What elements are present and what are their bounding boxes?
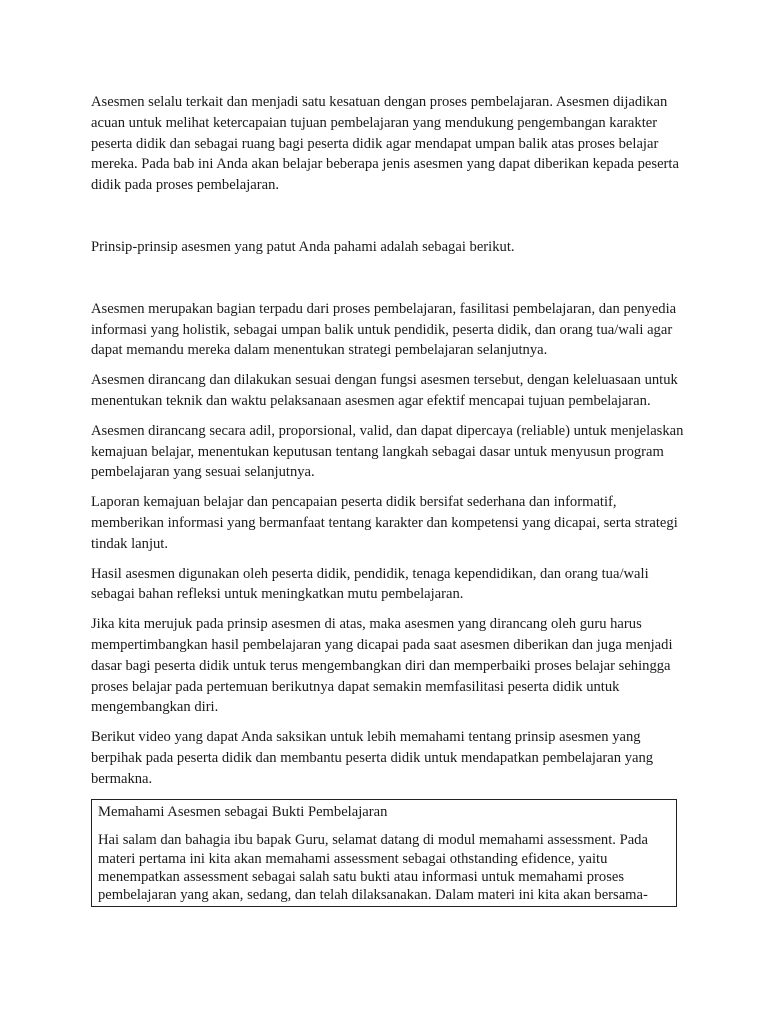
transcript-box [91, 799, 677, 907]
principle-paragraph: Asesmen merupakan bagian terpadu dari proses pembelajaran, fasilitasi pembelajaran, dan penyedia informasi yang holistik, sebagai umpan balik untuk pendidik, peserta didik, dan orang tua/wali agar dapat memandu mereka dalam menentukan strategi pembelajaran selanjutnya. [91, 300, 677, 359]
principles-lead: Prinsip-prinsip asesmen yang patut Anda pahami adalah sebagai berikut. [91, 238, 515, 255]
transcript-title: Memahami Asesmen sebagai Bukti Pembelajaran [98, 803, 388, 820]
document-page [91, 92, 691, 907]
principle-paragraph: Asesmen dirancang dan dilakukan sesuai dengan fungsi asesmen tersebut, dengan keleluasaan untuk menentukan teknik dan waktu pelaksanaan asesmen agar efektif mencapai tujuan pembelajaran. [91, 372, 678, 409]
conclusion-paragraph: Jika kita merujuk pada prinsip asesmen di atas, maka asesmen yang dirancang oleh guru harus mempertimbangkan hasil pembelajaran yang dicapai pada saat asesmen diberikan dan juga menjadi dasar bagi peserta didik untuk terus mengembangkan diri dan memperbaiki proses belajar sehingga proses belajar pada pertemuan berikutnya dapat semakin memfasilitasi peserta didik untuk mengembangkan diri. [91, 616, 673, 716]
video-intro-paragraph: Berikut video yang dapat Anda saksikan untuk lebih memahami tentang prinsip asesmen yang berpihak pada peserta didik dan membantu peserta didik untuk mendapatkan pembelajaran yang bermakna. [91, 729, 654, 787]
transcript-body: Hai salam dan bahagia ibu bapak Guru, selamat datang di modul memahami assessment. Pada materi pertama ini kita akan memahami assessment sebagai othstanding efidence, yaitu menempatkan assessment sebagai salah satu bukti atau informasi untuk memahami proses pembelajaran yang akan, sedang, dan telah dilaksanakan. Dalam materi ini kita akan bersama- [98, 832, 648, 903]
principle-paragraph: Hasil asesmen digunakan oleh peserta didik, pendidik, tenaga kependidikan, dan orang tua/wali sebagai bahan refleksi untuk meningkatkan mutu pembelajaran. [91, 565, 649, 603]
intro-paragraph: Asesmen selalu terkait dan menjadi satu kesatuan dengan proses pembelajaran. Asesmen dijadikan acuan untuk melihat ketercapaian tujuan pembelajaran yang mendukung pengembangan karakter peserta didik dan sebagai ruang bagi peserta didik agar mendapat umpan balik atas proses belajar mereka. Pada bab ini Anda akan belajar beberapa jenis asesmen yang dapat diberikan kepada peserta didik pada proses pembelajaran. [91, 94, 679, 194]
principle-paragraph: Asesmen dirancang secara adil, proporsional, valid, dan dapat dipercaya (reliable) untuk menjelaskan kemajuan belajar, menentukan keputusan tentang langkah sebagai dasar untuk menyusun program pembelajaran yang sesuai selanjutnya. [91, 422, 684, 481]
principle-paragraph: Laporan kemajuan belajar dan pencapaian peserta didik bersifat sederhana dan informatif, memberikan informasi yang bermanfaat tentang karakter dan kompetensi yang dicapai, serta strategi tindak lanjut. [91, 494, 678, 552]
